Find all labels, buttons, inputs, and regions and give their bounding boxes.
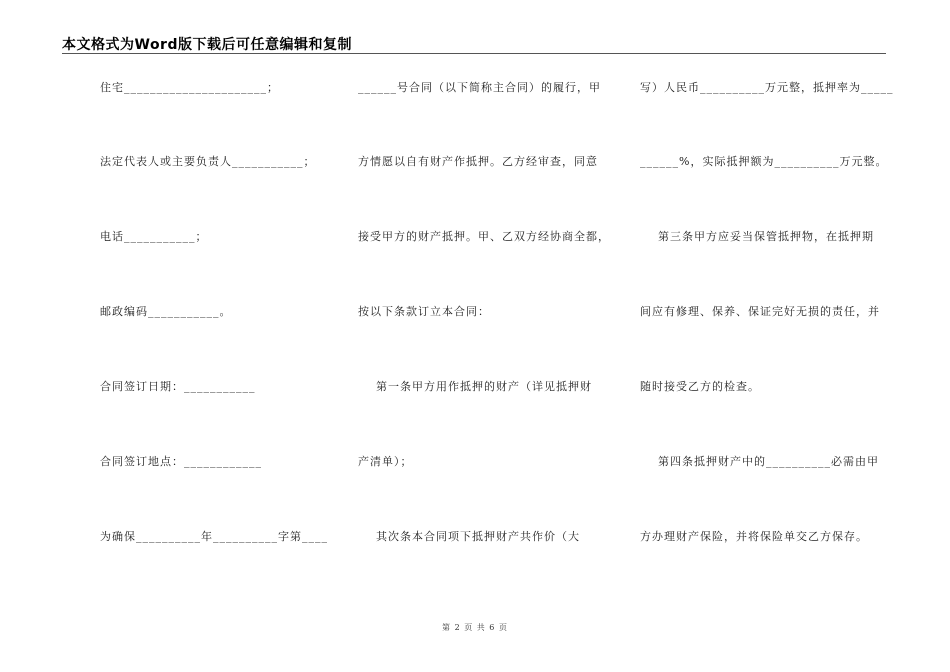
text-line: 电话___________； [100,230,208,243]
text-line: 其次条本合同项下抵押财产共作价（大 [358,530,580,543]
text-line: 第四条抵押财产中的__________必需由甲 [640,455,879,468]
text-line: 为确保__________年__________字第____ [100,530,328,543]
text-line: 法定代表人或主要负责人___________； [100,155,316,168]
text-line: 住宅______________________； [100,81,279,94]
text-line: 合同签订地点：____________ [100,455,262,468]
page-number: 第 2 页 共 6 页 [442,623,508,632]
text-line: 合同签订日期：___________ [100,380,256,393]
text-line: 邮政编码___________。 [100,305,232,318]
text-line: 第一条甲方用作抵押的财产（详见抵押财 [358,380,592,393]
text-line: 方情愿以自有财产作抵押。乙方经审查，同意 [358,155,598,168]
text-line: ______号合同（以下简称主合同）的履行，甲 [358,81,601,94]
text-line: 写）人民币__________万元整，抵押率为_____ [640,81,894,94]
text-line: 接受甲方的财产抵押。甲、乙双方经协商全都， [358,230,610,243]
text-line: 间应有修理、保养、保证完好无损的责任，并 [640,305,880,318]
text-line: 按以下条款订立本合同： [358,305,490,318]
text-line: 产清单）； [358,455,413,468]
text-line: 第三条甲方应妥当保管抵押物，在抵押期 [640,230,874,243]
document-header: 本文格式为Word版下载后可任意编辑和复制 [62,37,352,53]
text-line: ______%，实际抵押额为__________万元整。 [640,155,888,168]
header-divider [62,53,886,54]
text-line: 方办理财产保险，并将保险单交乙方保存。 [640,530,868,543]
text-line: 随时接受乙方的检查。 [640,380,760,393]
